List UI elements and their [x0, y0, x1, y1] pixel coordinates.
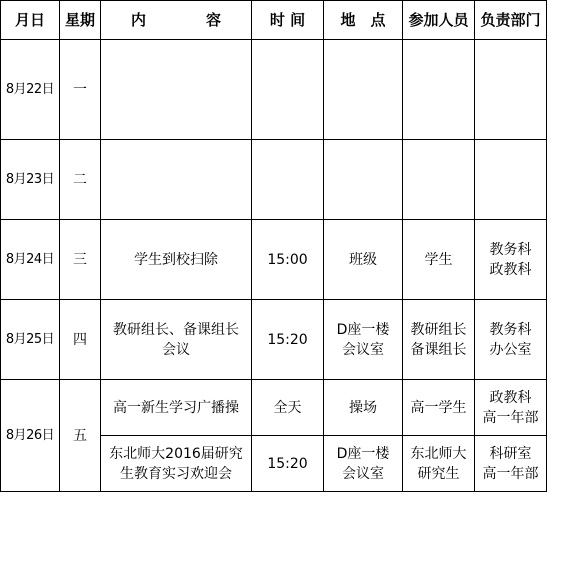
content-cell: 东北师大2016届研究 生教育实习欢迎会: [101, 436, 252, 492]
participants-cell: 学生: [403, 220, 475, 300]
weekday-cell: 五: [60, 380, 101, 492]
department-cell: [475, 40, 547, 140]
date-cell: 8月25日: [1, 300, 60, 380]
date-cell: 8月23日: [1, 140, 60, 220]
place-cell: 操场: [324, 380, 403, 436]
header-row: [1, 1, 547, 40]
time-cell: 15:20: [252, 436, 324, 492]
participants-cell: 东北师大 研究生: [403, 436, 475, 492]
header-date: 月日: [1, 1, 60, 40]
time-cell: 全天: [252, 380, 324, 436]
content-cell: [101, 140, 252, 220]
participants-cell: [403, 40, 475, 140]
content-cell: 高一新生学习广播操: [101, 380, 252, 436]
time-cell: [252, 40, 324, 140]
weekday-cell: 四: [60, 300, 101, 380]
department-cell: 教务科 政教科: [475, 220, 547, 300]
participants-cell: 教研组长 备课组长: [403, 300, 475, 380]
header-weekday: 星期: [60, 1, 101, 40]
department-cell: 教务科 办公室: [475, 300, 547, 380]
time-cell: 15:00: [252, 220, 324, 300]
header-time: 时 间: [252, 1, 324, 40]
table-row: [1, 220, 547, 300]
header-place: 地 点: [324, 1, 403, 40]
weekday-cell: 一: [60, 40, 101, 140]
weekday-cell: 三: [60, 220, 101, 300]
content-cell: [101, 40, 252, 140]
participants-cell: 高一学生: [403, 380, 475, 436]
content-cell: 教研组长、备课组长 会议: [101, 300, 252, 380]
department-cell: 政教科 高一年部: [475, 380, 547, 436]
table-row: [1, 300, 547, 380]
table-row: [1, 40, 547, 140]
place-cell: [324, 40, 403, 140]
content-cell: 学生到校扫除: [101, 220, 252, 300]
time-cell: [252, 140, 324, 220]
header-participants: 参加人员: [403, 1, 475, 40]
header-department: 负责部门: [475, 1, 547, 40]
department-cell: 科研室 高一年部: [475, 436, 547, 492]
weekday-cell: 二: [60, 140, 101, 220]
date-cell: 8月26日: [1, 380, 60, 492]
table-row: [1, 140, 547, 220]
date-cell: 8月22日: [1, 40, 60, 140]
place-cell: D座一楼 会议室: [324, 300, 403, 380]
table-row: [1, 380, 547, 436]
date-cell: 8月24日: [1, 220, 60, 300]
header-content: 内 容: [101, 1, 252, 40]
department-cell: [475, 140, 547, 220]
time-cell: 15:20: [252, 300, 324, 380]
place-cell: D座一楼 会议室: [324, 436, 403, 492]
place-cell: 班级: [324, 220, 403, 300]
place-cell: [324, 140, 403, 220]
participants-cell: [403, 140, 475, 220]
